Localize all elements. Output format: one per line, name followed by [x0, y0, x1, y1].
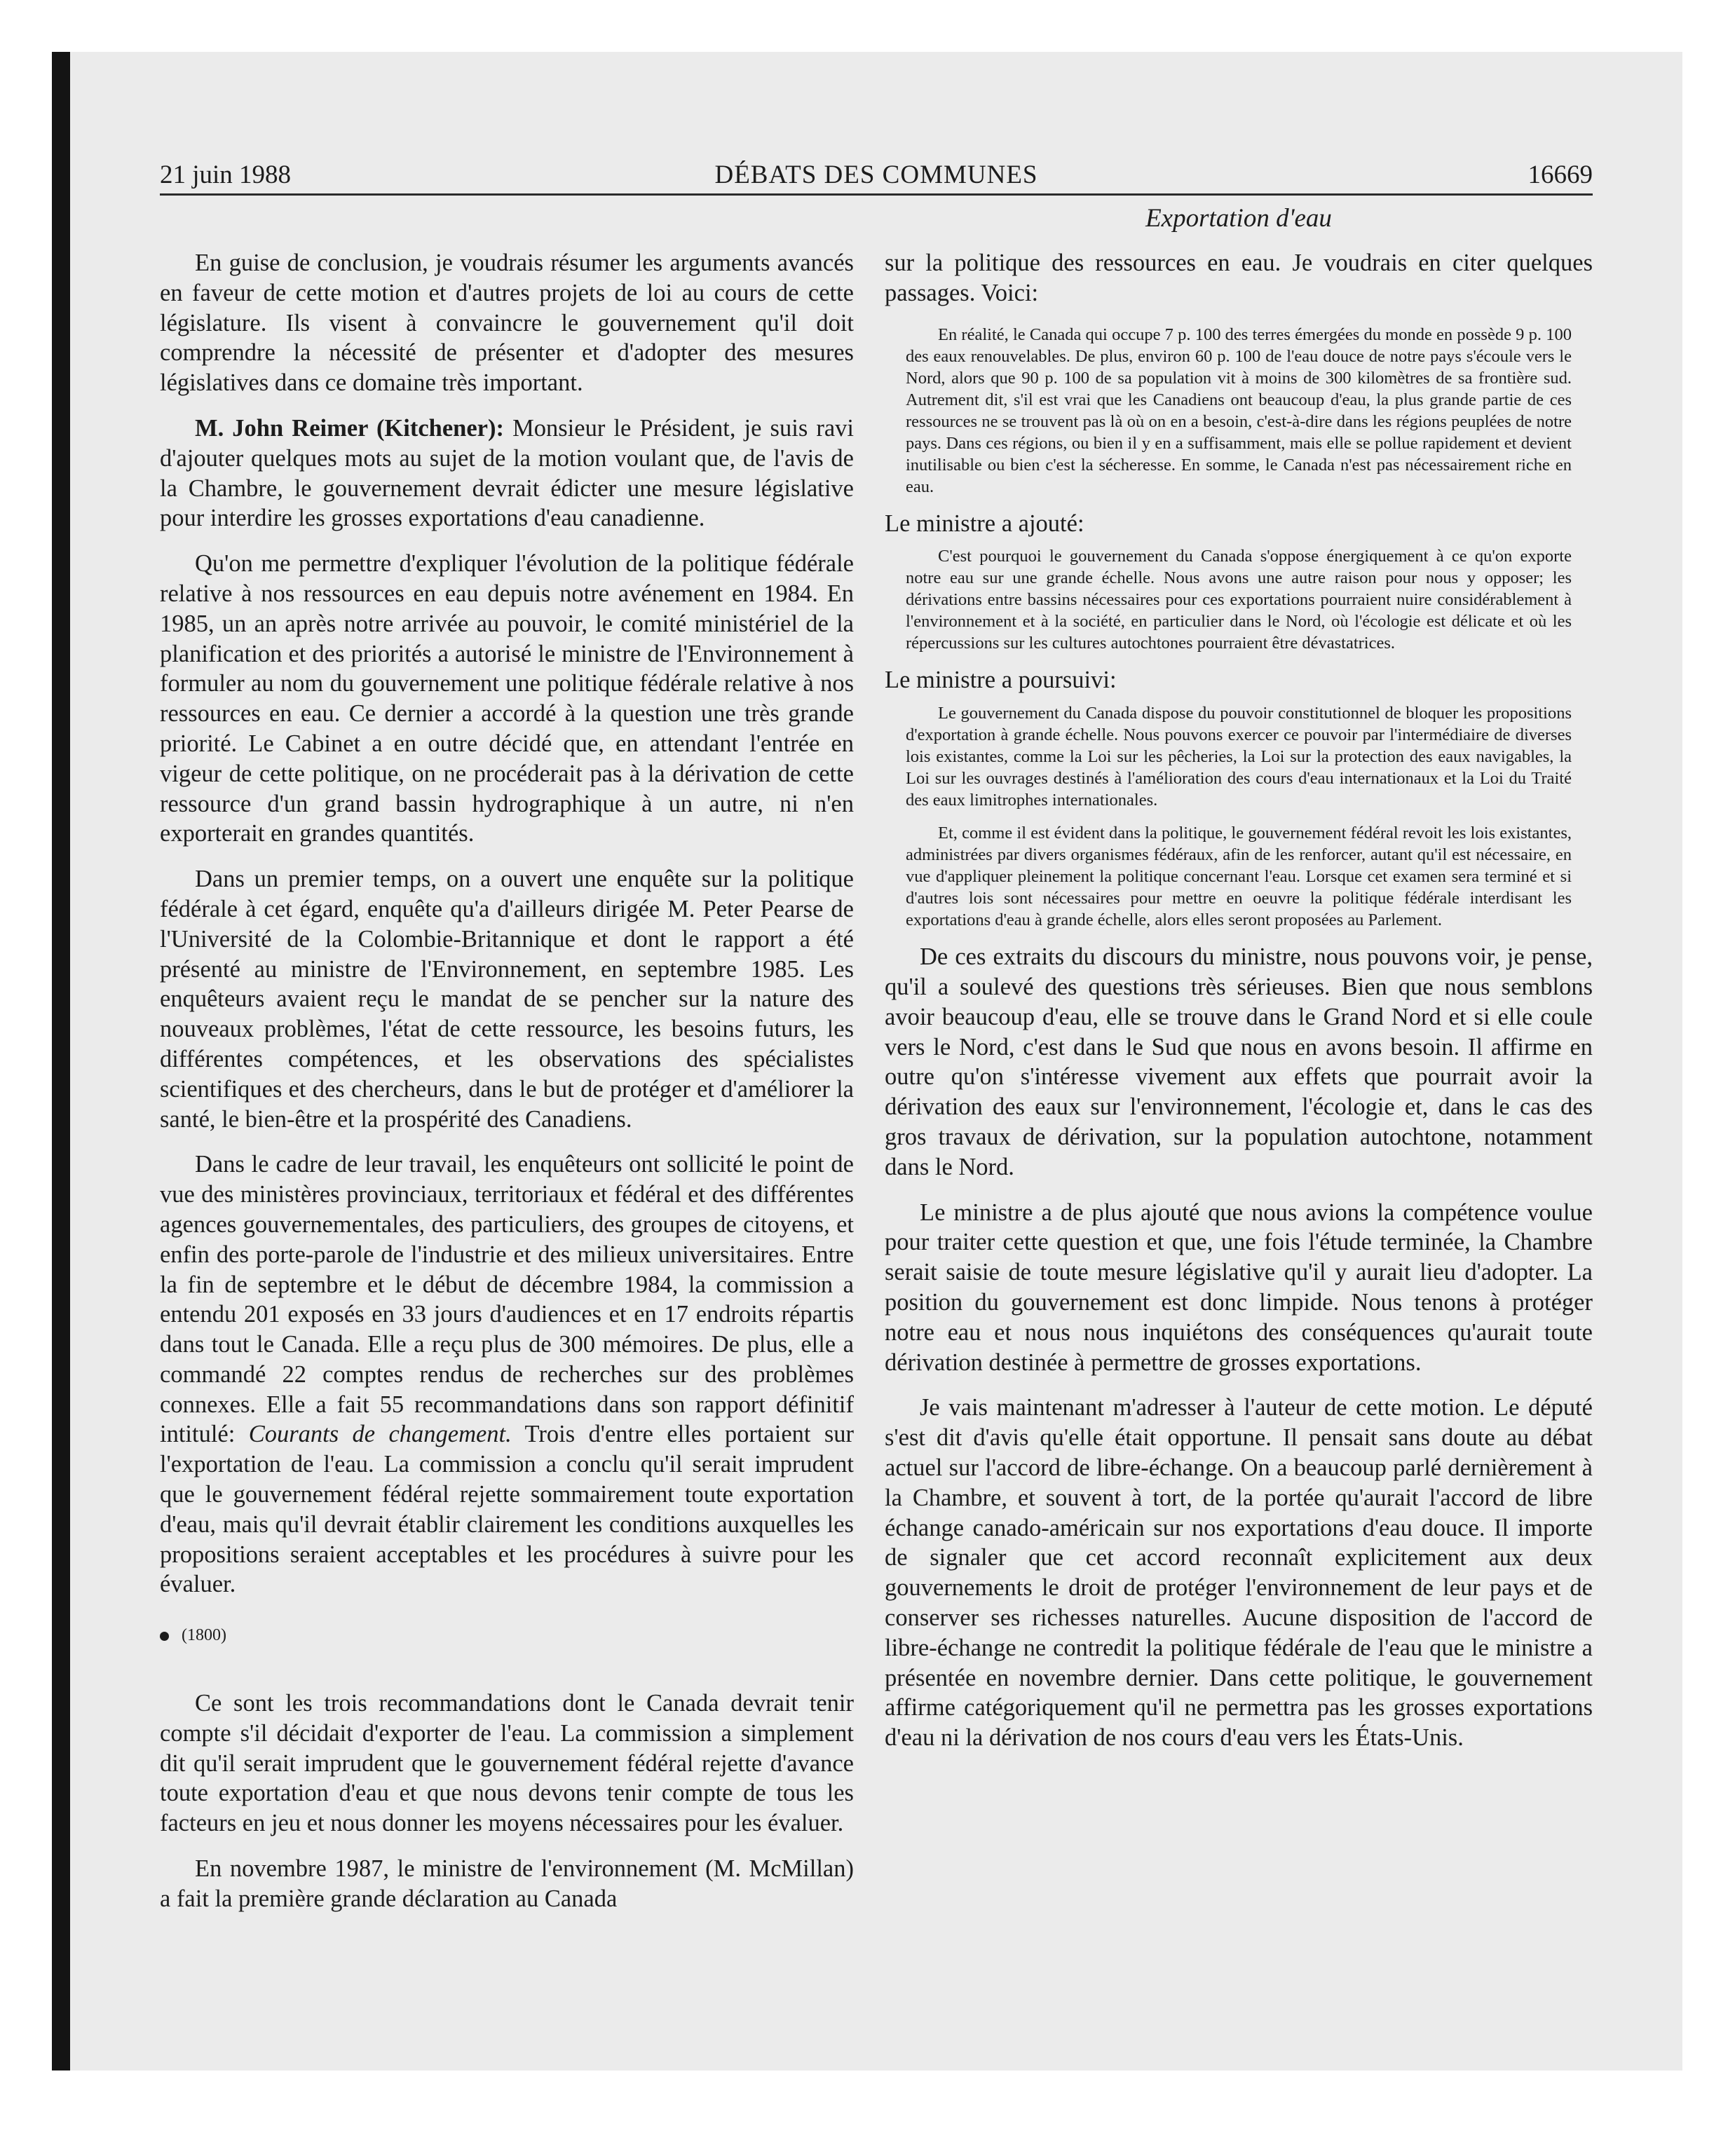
bullet-dot-icon: [160, 1632, 169, 1641]
speech-text: Monsieur le Président, je suis ravi d'ajouter quelques mots au sujet de la motion voulant que, de l'avis de la Chambre, le gouvernement devrait édicter une mesure législative pour interdire les grosses exportations d'eau canadienne.: [160, 414, 854, 532]
paragraph: Ce sont les trois recommandations dont le Canada devrait tenir compte s'il décidait d'exporter de l'eau. La commission a simplement dit qu'il serait imprudent que le gouvernement fédéral rejette d'avance toute exportation d'eau et que nous devons tenir compte de tous les facteurs en jeu et nous donner les moyens nécessaires pour les évaluer.: [160, 1690, 854, 1837]
paragraph-continued: sur la politique des ressources en eau. Je voudrais en citer quelques passages. Voici:: [885, 250, 1593, 306]
paragraph: En guise de conclusion, je voudrais résumer les arguments avancés en faveur de cette motion et d'autres projets de loi au cours de cette législature. Ils visent à convaincre le gouvernement qu'il doit comprendre la nécessité de présenter et d'adopter des mesures législatives dans ce domaine très important.: [160, 250, 854, 397]
paragraph: [160, 1149, 854, 1599]
page-header: [160, 157, 1593, 196]
report-title: Courants de changement.: [248, 1421, 512, 1448]
block-quote: C'est pourquoi le gouvernement du Canada s'oppose énergiquement à ce qu'on exporte notre eau sur une grande échelle. Nous avons une autre raison pour nous y opposer; les dérivations entre bassins nécessaires pour ces exportations pourraient nuire considérablement à l'environnement et à la société, en particulier dans le Nord, où l'écologie est délicate et où les répercussions sur les cultures autochtones pourraient être dévastatrices.: [906, 547, 1572, 653]
left-column: [160, 248, 854, 1930]
section-rubric: Exportation d'eau: [1145, 204, 1332, 233]
quote-intro: Le ministre a ajouté:: [885, 510, 1084, 537]
speaker-name: M. John Reimer (Kitchener):: [195, 414, 504, 442]
block-quote: Le gouvernement du Canada dispose du pouvoir constitutionnel de bloquer les propositions d'exportation à grande échelle. Nous pouvons exercer ce pouvoir par l'intermédiaire de diverses lois existantes, comme la Loi sur les pêcheries, la Loi sur la protection des eaux navigables, la Loi sur les ouvrages destinés à l'amélioration des cours d'eau internationaux et la Loi du Traité des eaux limitrophes internationales.: [906, 704, 1572, 810]
right-column: [885, 248, 1593, 1768]
block-quote: Et, comme il est évident dans la politique, le gouvernement fédéral revoit les lois existantes, administrées par divers organismes fédéraux, afin de les renforcer, autant qu'il est nécessaire, en vue d'appliquer pleinement la politique concernant l'eau. Lorsque cet examen sera terminé et si d'autres lois sont nécessaires pour mettre en oeuvre la politique fédérale interdisant les exportations d'eau à grande échelle, alors elles seront proposées au Parlement.: [906, 824, 1572, 930]
header-title: DÉBATS DES COMMUNES: [714, 161, 1038, 189]
paragraph: Le ministre a de plus ajouté que nous avions la compétence voulue pour traiter cette question et que, une fois l'étude terminée, la Chambre serait saisie de toute mesure législative qu'il y aurait lieu d'adopter. La position du gouvernement est donc limpide. Nous tenons à protéger notre eau et nous nous inquiétons des conséquences qu'aurait toute dérivation destinée à permettre de grosses exportations.: [885, 1199, 1593, 1376]
paragraph: De ces extraits du discours du ministre, nous pouvons voir, je pense, qu'il a soulevé des questions très sérieuses. Bien que nous semblons avoir beaucoup d'eau, elle se trouve dans le Grand Nord et si elle coule vers le Nord, c'est dans le Sud que nous en avons besoin. Il affirme en outre qu'on s'intéresse vivement aux effets que pourrait avoir la dérivation des eaux sur l'environnement, l'écologie et, dans le cas des gros travaux de dérivation, sur la population autochtone, notamment dans le Nord.: [885, 943, 1593, 1180]
paragraph: En novembre 1987, le ministre de l'environnement (M. McMillan) a fait la première grande déclaration au Canada: [160, 1855, 854, 1912]
header-date: 21 juin 1988: [160, 161, 292, 189]
paragraph-text: Trois d'entre elles portaient sur l'exportation de l'eau. La commission a conclu qu'il serait imprudent que le gouvernement fédéral rejette sommairement toute exportation d'eau, mais qu'il devrait établir clairement les conditions auxquelles les propositions seraient acceptables et les procédures à suivre pour les évaluer.: [160, 1421, 855, 1598]
header-page-number: 16669: [1528, 161, 1593, 189]
paragraph: Dans un premier temps, on a ouvert une enquête sur la politique fédérale à cet égard, enquête qu'a d'ailleurs dirigée M. Peter Pearse de l'Université de la Colombie-Britannique et dont le rapport a été présenté au ministre de l'Environnement, en septembre 1985. Les enquêteurs avaient reçu le mandat de se pencher sur la nature des nouveaux problèmes, l'état de cette ressource, les besoins futurs, les différentes compétences, et les observations des spécialistes scientifiques et des chercheurs, dans le but de protéger et d'améliorer la santé, le bien-être et la prospérité des Canadiens.: [160, 866, 854, 1133]
paragraph-speech: [160, 414, 854, 533]
block-quote: En réalité, le Canada qui occupe 7 p. 100 des terres émergées du monde en possède 9 p. 100 des eaux renouvelables. De plus, environ 60 p. 100 de l'eau douce de notre pays s'écoule vers le Nord, alors que 90 p. 100 de sa population vit à moins de 300 kilomètres de sa frontière sud. Autrement dit, s'il est vrai que les Canadiens ont beaucoup d'eau, la plus grande partie de ces ressources ne se trouvent pas là où on en a besoin, c'est-à-dire dans les régions peuplées de notre pays. Dans ces régions, ou bien il y en a suffisamment, mais elle se pollue rapidement et devient inutilisable ou bien c'est la sécheresse. En somme, le Canada n'est pas nécessairement riche en eau.: [906, 325, 1572, 496]
timestamp: [160, 1621, 854, 1651]
quote-intro: Le ministre a poursuivi:: [885, 667, 1117, 694]
paragraph: Je vais maintenant m'adresser à l'auteur de cette motion. Le député s'est dit d'avis qu'elle était opportune. Il pensait sans doute au débat actuel sur l'accord de libre-échange. On a beaucoup parlé dernièrement à la Chambre, et souvent à tort, de la portée qu'aurait l'accord de libre échange canado-américain sur nos exportations d'eau douce. Il importe de signaler que cet accord reconnaît explicitement aux deux gouvernements le droit de protéger l'environnement de leur pays et de conserver ses richesses naturelles. Aucune disposition de l'accord de libre-échange ne contredit la politique fédérale de l'eau que le ministre a présentée en novembre dernier. Dans cette politique, le gouvernement affirme catégoriquement qu'il ne permettra pas les grosses exportations d'eau ni la dérivation de nos cours d'eau vers les États-Unis.: [885, 1394, 1593, 1752]
timestamp-text: (1800): [182, 1626, 226, 1645]
scan-edge-shadow: [52, 52, 70, 2070]
paragraph: Qu'on me permettre d'expliquer l'évolution de la politique fédérale relative à nos ressources en eau depuis notre avénement en 1984. En 1985, un an après notre arrivée au pouvoir, le comité ministériel de la planification et des priorités a autorisé le ministre de l'Environnement à formuler au nom du gouvernement une politique fédérale relative à nos ressources en eau. Ce dernier a accordé à la question une très grande priorité. Le Cabinet a en outre décidé que, en attendant l'entrée en vigeur de cette politique, on ne procéderait pas à la dérivation de cette ressource d'un grand bassin hydrographique à un autre, ni n'en exporterait en grandes quantités.: [160, 550, 854, 847]
paragraph-text: Dans le cadre de leur travail, les enquêteurs ont sollicité le point de vue des ministères provinciaux, territoriaux et fédéral et des différentes agences gouvernementales, des particuliers, des groupes de citoyens, et enfin des porte-parole de l'industrie et des milieux universitaires. Entre la fin de septembre et le début de décembre 1984, la commission a entendu 201 exposés en 33 jours d'audiences et en 17 endroits répartis dans tout le Canada. Elle a reçu plus de 300 mémoires. De plus, elle a commandé 22 comptes rendus de recherches sur des problèmes connexes. Elle a fait 55 recommandations dans son rapport définitif intitulé:: [160, 1151, 854, 1448]
